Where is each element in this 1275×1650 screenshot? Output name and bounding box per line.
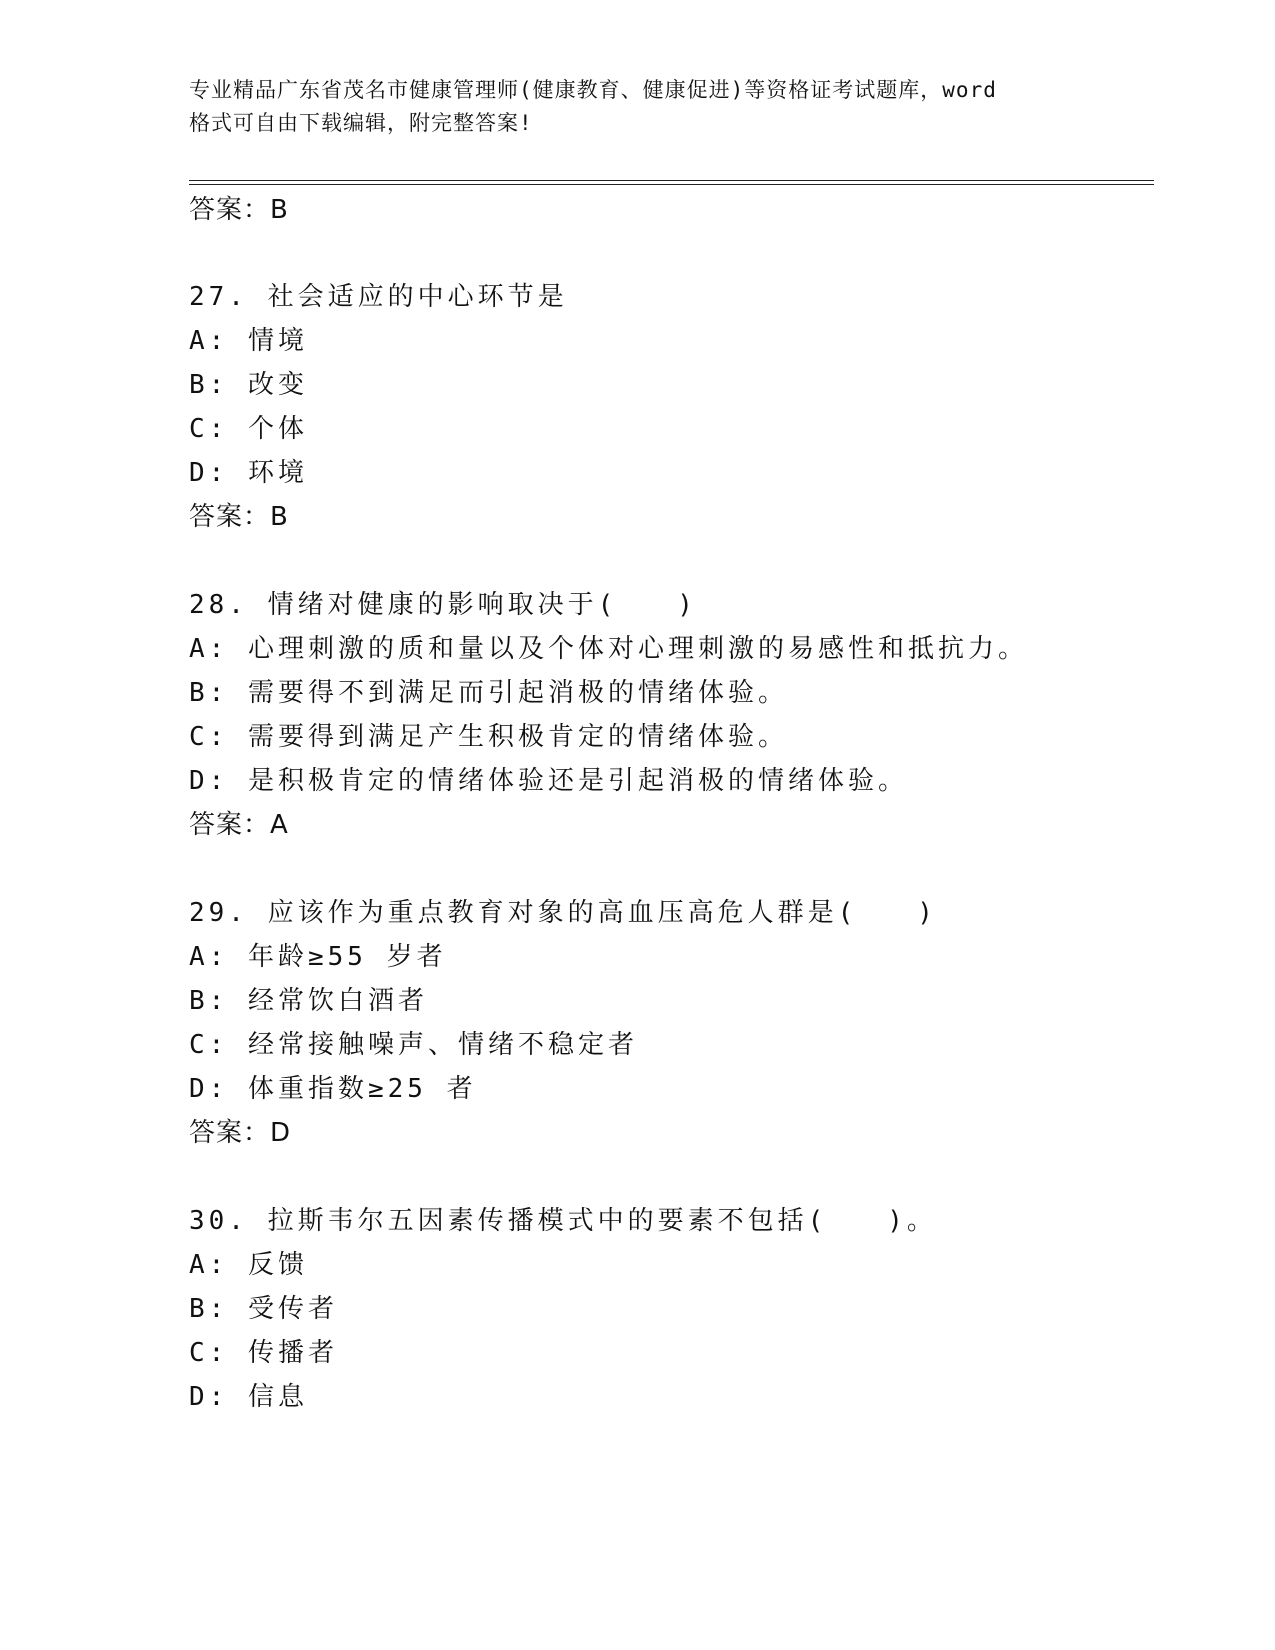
question-stem: 28. 情绪对健康的影响取决于( )	[189, 590, 697, 620]
option-a: A: 情境	[189, 326, 308, 356]
header-divider-bottom	[189, 184, 1154, 185]
option-c: C: 传播者	[189, 1338, 338, 1368]
option-d: D: 是积极肯定的情绪体验还是引起消极的情绪体验。	[189, 766, 908, 796]
option-c: C: 需要得到满足产生积极肯定的情绪体验。	[189, 722, 788, 752]
option-a: A: 反馈	[189, 1250, 308, 1280]
option-a: A: 心理刺激的质和量以及个体对心理刺激的易感性和抵抗力。	[189, 634, 1028, 664]
option-b: B: 受传者	[189, 1294, 338, 1324]
option-d: D: 信息	[189, 1382, 308, 1412]
question-stem: 27. 社会适应的中心环节是	[189, 282, 568, 312]
option-a: A: 年龄≥55 岁者	[189, 942, 447, 972]
question-stem: 30. 拉斯韦尔五因素传播模式中的要素不包括( )。	[189, 1206, 937, 1236]
header-line-1: 专业精品广东省茂名市健康管理师(健康教育、健康促进)等资格证考试题库，word	[189, 78, 997, 102]
answer-line: 答案：D	[189, 1118, 292, 1148]
option-d: D: 环境	[189, 458, 308, 488]
document-header	[189, 74, 1089, 140]
option-b: B: 改变	[189, 370, 308, 400]
option-c: C: 个体	[189, 414, 308, 444]
answer-line: 答案：A	[189, 810, 289, 840]
answer-line: 答案：B	[189, 195, 289, 225]
header-divider-top	[189, 180, 1154, 181]
answer-line: 答案：B	[189, 502, 289, 532]
option-b: B: 经常饮白酒者	[189, 986, 428, 1016]
option-c: C: 经常接触噪声、情绪不稳定者	[189, 1030, 638, 1060]
option-b: B: 需要得不到满足而引起消极的情绪体验。	[189, 678, 788, 708]
header-line-2: 格式可自由下载编辑，附完整答案!	[189, 111, 533, 135]
question-stem: 29. 应该作为重点教育对象的高血压高危人群是( )	[189, 898, 937, 928]
option-d: D: 体重指数≥25 者	[189, 1074, 477, 1104]
